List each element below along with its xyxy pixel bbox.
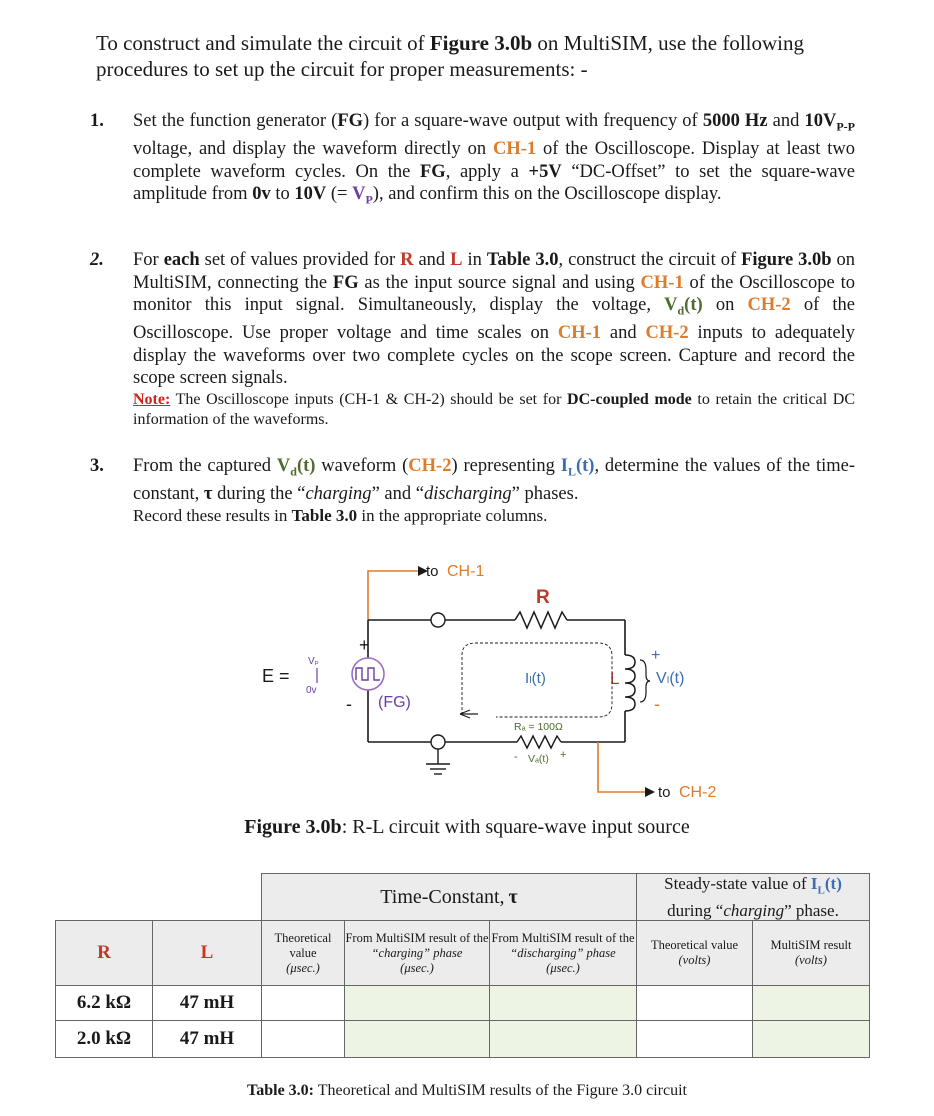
row-1-discharging-tau-cell[interactable] (489, 985, 637, 1021)
to-ch2-label: CH-2 (679, 784, 717, 801)
vd-minus: - (514, 751, 518, 763)
row-2-discharging-tau-cell[interactable] (489, 1020, 637, 1058)
step-3-body: From the captured $V_d(t)$ waveform (CH-2) representing $I_L(t)$, determine the values of the time-constant, τ during the “charging” and “discharging” phases. Record these results in Table 3.0 in the appropriate columns. (133, 456, 855, 525)
col-header-theoretical-tau: Theoretical value (μsec.) (261, 920, 345, 986)
tau-group-header: Time-Constant, τ (261, 873, 637, 921)
ov-label: 0v (306, 685, 317, 696)
rd-label: Rₐ = 100Ω (514, 721, 563, 733)
step-1-body: Set the function generator (FG) for a square-wave output with frequency of 5000 Hz and $10V_{P-P}$ voltage, and display the waveform directly on CH-1 of the Oscilloscope. Display at least two complete waveform cycles. On the FG, apply a +5V “DC-Offset” to set the square-wave amplitude from 0v to 10V (= $V_P$), and confirm this on the Oscilloscope display. (133, 111, 856, 207)
row-1-theoretical-tau-cell[interactable] (261, 985, 345, 1021)
step-2-number: 2. (90, 250, 104, 270)
col-header-l: L (152, 920, 262, 986)
vd-label: Vₐ(t) (528, 753, 549, 765)
vd-plus: + (560, 749, 567, 761)
row-2-ss-multisim-cell[interactable] (752, 1020, 870, 1058)
col-header-charging-tau: From MultiSIM result of the “charging” phase (μsec.) (344, 920, 490, 986)
row-2-l: 47 mH (152, 1020, 262, 1058)
intro-figure-ref: Figure 3.0b (429, 31, 533, 55)
row-1-ss-multisim-cell[interactable] (752, 985, 870, 1021)
intro-text-end: on MultiSIM, use the following procedures to set up the circuit for proper measurements: - (96, 31, 804, 81)
step-2-body: For each set of values provided for R and L in Table 3.0, construct the circuit of Figure 3.0b on MultiSIM, connecting the FG as the input source signal and using CH-1 of the Oscilloscope to monitor this input signal. Simultaneously, display the voltage, $V_d(t)$ on CH-2 of the Oscilloscope. Use proper voltage and time scales on CH-1 and CH-2 inputs to adequately display the waveforms over two complete cycles on the scope screen. Capture and record the scope screen signals. Note: The Oscilloscope inputs (CH-1 & CH-2) should be set for DC-coupled mode to retain the critical DC information of the waveforms. (133, 250, 856, 428)
steady-state-group-header: Steady-state value of $I_L(t)$ during “charging” phase. (636, 873, 870, 921)
to-ch1-prefix: to (426, 563, 439, 580)
row-1-charging-tau-cell[interactable] (344, 985, 490, 1021)
intro-text: To construct and simulate the circuit of (96, 31, 430, 55)
vl-plus: + (651, 647, 661, 664)
note-label: Note: (133, 390, 171, 408)
step-3-number: 3. (90, 456, 104, 476)
row-2-charging-tau-cell[interactable] (344, 1020, 490, 1058)
ch1-ref: CH-1 (492, 139, 537, 160)
figure-caption: Figure 3.0b: R-L circuit with square-wave input source (244, 816, 690, 838)
col-header-ss-multisim: MultiSIM result (volts) (752, 920, 870, 986)
resistor-r-label: R (536, 587, 550, 608)
step-1-number: 1. (90, 111, 104, 131)
row-2-ss-theoretical-cell[interactable] (636, 1020, 753, 1058)
row-2-theoretical-tau-cell[interactable] (261, 1020, 345, 1058)
row-1-r: 6.2 kΩ (55, 985, 153, 1021)
note-paragraph: Note: The Oscilloscope inputs (CH-1 & CH-2) should be set for DC-coupled mode to retain the critical DC information of the waveforms. (133, 390, 856, 428)
inductor-l-label: L (610, 669, 620, 688)
fg-label: (FG) (378, 694, 411, 711)
row-2-r: 2.0 kΩ (55, 1020, 153, 1058)
source-minus: - (346, 694, 352, 714)
source-plus: + (359, 635, 370, 655)
table-caption: Table 3.0: Theoretical and MultiSIM results of the Figure 3.0 circuit (247, 1082, 687, 1099)
record-instruction: Record these results in Table 3.0 in the appropriate columns. (133, 505, 548, 525)
vl-minus: - (654, 694, 660, 714)
il-label: Iₗ(t) (525, 670, 546, 687)
row-1-l: 47 mH (152, 985, 262, 1021)
col-header-r: R (55, 920, 153, 986)
col-header-discharging-tau: From MultiSIM result of the “discharging” phase (μsec.) (489, 920, 637, 986)
vp-label: Vₚ (308, 656, 319, 667)
vl-label: Vₗ(t) (656, 670, 685, 687)
to-ch2-prefix: to (658, 784, 671, 801)
row-1-ss-theoretical-cell[interactable] (636, 985, 753, 1021)
col-header-ss-theoretical: Theoretical value (volts) (636, 920, 753, 986)
e-label: E = (262, 666, 290, 686)
to-ch1-label: CH-1 (447, 563, 485, 580)
